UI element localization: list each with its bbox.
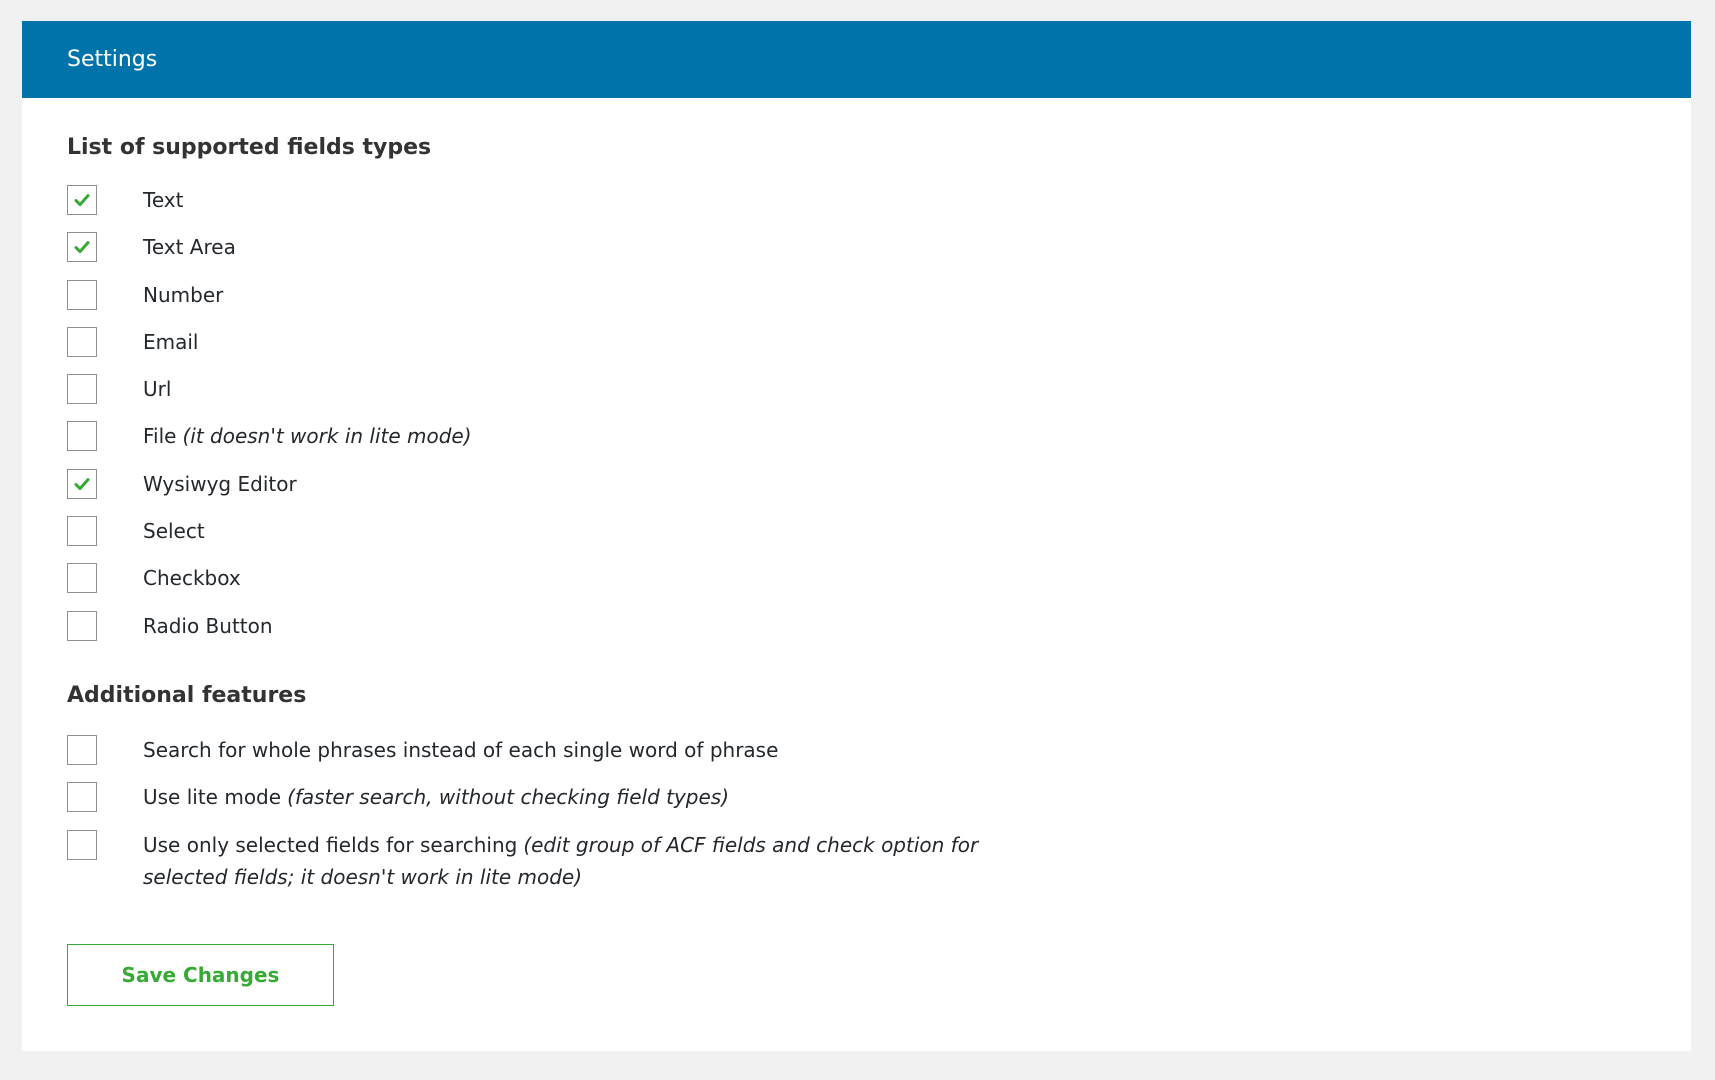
- checkbox[interactable]: [67, 280, 97, 310]
- option-label: [143, 781, 729, 813]
- option-label: [143, 734, 778, 766]
- field-option-file[interactable]: [67, 421, 1691, 468]
- additional-features-list: [67, 735, 1691, 924]
- feature-option-lite-mode[interactable]: [67, 782, 1691, 829]
- field-option-checkbox[interactable]: [67, 563, 1691, 610]
- option-label-text: Text: [143, 188, 184, 212]
- option-label-text: Select: [143, 519, 205, 544]
- option-label-text: Url: [143, 377, 172, 402]
- option-label-text: Text Area: [143, 235, 236, 260]
- checkbox[interactable]: [67, 516, 97, 546]
- checkbox[interactable]: [67, 563, 97, 593]
- features-section-title: Additional features: [67, 682, 307, 708]
- checkmark-icon: [74, 192, 90, 208]
- field-option-email[interactable]: [67, 327, 1691, 374]
- panel-body: [22, 98, 1691, 924]
- field-option-text-area[interactable]: [67, 232, 1691, 279]
- feature-option-whole-phrases[interactable]: [67, 735, 1691, 782]
- field-option-wysiwyg-editor[interactable]: [67, 469, 1691, 516]
- option-label-text: Email: [143, 329, 199, 354]
- option-label-text: Use only selected fields for searching: [143, 832, 518, 857]
- page-title: Settings: [67, 47, 158, 72]
- option-label-text: Checkbox: [143, 566, 241, 591]
- field-option-number[interactable]: [67, 280, 1691, 327]
- option-label: [143, 231, 236, 263]
- checkbox[interactable]: [67, 185, 97, 215]
- checkbox[interactable]: [67, 611, 97, 641]
- settings-panel: [22, 21, 1691, 1051]
- checkbox[interactable]: [67, 421, 97, 451]
- features-section: [67, 681, 1691, 924]
- option-label: [143, 515, 205, 547]
- option-label: [143, 373, 171, 405]
- checkbox[interactable]: [67, 469, 97, 499]
- checkbox[interactable]: [67, 782, 97, 812]
- option-label-text: File: [143, 424, 177, 449]
- checkbox[interactable]: [67, 374, 97, 404]
- option-label: [143, 420, 472, 452]
- checkmark-icon: [74, 239, 90, 255]
- option-label: [143, 468, 297, 500]
- option-label-text: Use lite mode: [143, 785, 282, 810]
- option-label: [143, 610, 273, 642]
- option-label: [143, 184, 183, 216]
- option-label: [143, 279, 223, 311]
- checkbox[interactable]: [67, 735, 97, 765]
- checkbox[interactable]: [67, 830, 97, 860]
- option-label: [143, 829, 1003, 893]
- option-label-text: Number: [143, 282, 224, 307]
- option-note: (it doesn't work in lite mode): [182, 424, 472, 449]
- option-label-text: Wysiwyg Editor: [143, 471, 297, 496]
- field-option-url[interactable]: [67, 374, 1691, 421]
- option-note: (faster search, without checking field types): [287, 785, 730, 810]
- checkbox[interactable]: [67, 327, 97, 357]
- checkbox[interactable]: [67, 232, 97, 262]
- fields-section-title: List of supported fields types: [67, 135, 432, 160]
- option-label-text: Search for whole phrases instead of each single word of phrase: [143, 737, 779, 762]
- option-label: [143, 562, 241, 594]
- field-types-list: [67, 185, 1691, 658]
- save-changes-button[interactable]: Save Changes: [67, 944, 334, 1006]
- field-option-select[interactable]: [67, 516, 1691, 563]
- feature-option-selected-fields[interactable]: [67, 830, 1691, 924]
- option-label: [143, 326, 199, 358]
- option-note: (edit group of ACF fields and check option for selected fields; it doesn't work in lite mode): [143, 832, 979, 889]
- field-option-radio-button[interactable]: [67, 611, 1691, 658]
- field-option-text[interactable]: [67, 185, 1691, 232]
- checkmark-icon: [74, 476, 90, 492]
- option-label-text: Radio Button: [143, 613, 273, 638]
- panel-header: [22, 21, 1691, 98]
